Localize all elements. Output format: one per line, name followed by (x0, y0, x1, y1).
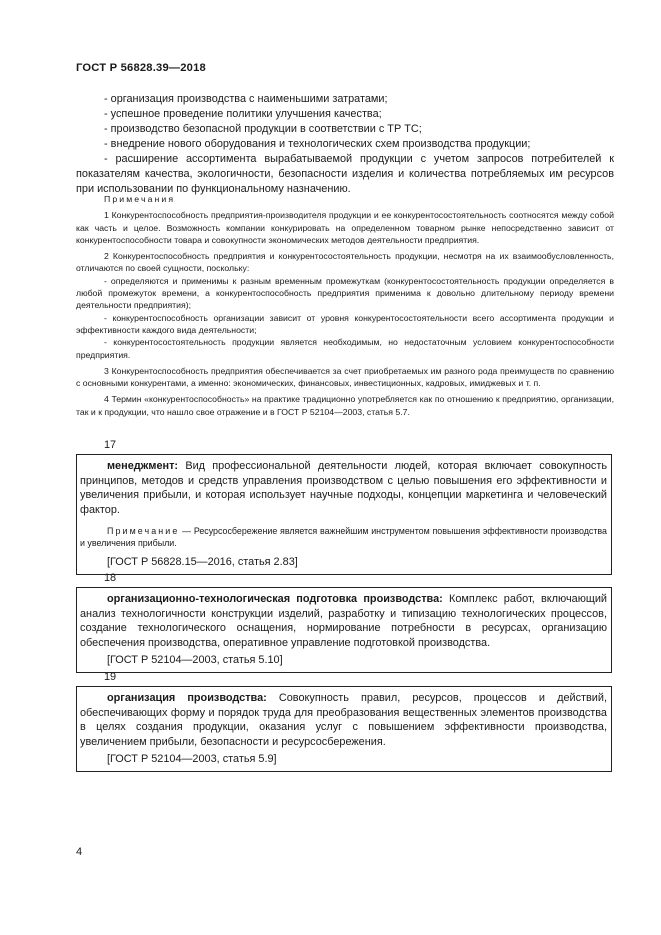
note-4: 4 Термин «конкурентоспособность» на практике традиционно употребляется как по отношению к предприятию, организации, так и к продукции, что нашло свое отражение и в ГОСТ Р 52104—2003, статья 5.7. (76, 394, 614, 417)
note-1: 1 Конкурентоспособность предприятия-производителя продукции и ее конкурентосостоятельность соотносятся между собой как часть и целое. Возможность компании конкурировать на определенном товарном рынке непосредственно зависит от конкурентоспособности товара и совокупности экономических методов деятельности предприятия. (76, 210, 614, 245)
term-note-text: — Ресурсосбережение является важнейшим инструментом повышения эффективности производства и увеличения прибыли. (80, 525, 607, 549)
term-reference: [ГОСТ Р 52104—2003, статья 5.10] (107, 653, 283, 666)
term-note (80, 525, 607, 550)
term-name: менеджмент: (107, 460, 179, 472)
term-text: Комплекс работ, включающий анализ технологичности конструкции изделий, разработку и типизацию технологических процессов, создание технологического оснащения, нормирование потребности в ресурсах, организацию обеспечения производства, оперативное управление подготовкой производства. (80, 593, 607, 650)
term-box-production-organization (76, 686, 612, 772)
note-2-bullet: - определяются и применимы к разным временным промежуткам (конкурентосостоятельность продукции определяется в любой промежуток времени, а конкурентоспособность предприятия применима к довольно длительному периоду времени деятельности предприятия); (76, 275, 614, 311)
notes-title: Примечания (104, 194, 176, 204)
term-definition (80, 592, 607, 651)
list-item: - успешное проведение политики улучшения качества; (104, 108, 382, 120)
note-3: 3 Конкурентоспособность предприятия обеспечивается за счет приобретаемых им разного рода преимуществ по сравнению с основными конкурентами, а именно: экономических, финансовых, инвестиционных, кадровых, имиджевых и т. п. (76, 365, 614, 389)
term-definition (80, 691, 607, 750)
notes-section (76, 193, 614, 418)
term-box-management (76, 454, 612, 575)
list-item: - внедрение нового оборудования и технологических схем производства продукции; (104, 138, 531, 150)
term-text: Вид профессиональной деятельности людей, которая включает совокупность принципов, методов и средств управления производством с целью повышения его эффективности и увеличения прибыли, и которая использует научные подходы, концепции маркетинга и человеческий фактор. (80, 460, 607, 517)
list-item: - расширение ассортимента вырабатываемой продукции с учетом запросов потребителей к показателям качества, экологичности, безопасности изделия и количества потребляемых им ресурсов при использовании по функциональному назначению. (76, 153, 614, 195)
note-2-bullet: - конкурентосостоятельность продукции является необходимым, но недостаточным условием конкурентоспособности предприятия. (76, 337, 614, 360)
term-name: организация производства: (107, 692, 267, 704)
term-number: 18 (104, 572, 117, 584)
term-box-production-preparation (76, 587, 612, 673)
intro-list (76, 92, 614, 197)
page-number: 4 (76, 846, 83, 858)
list-item: - организация производства с наименьшими затратами; (104, 93, 388, 105)
note-2-bullet: - конкурентоспособность организации зависит от уровня конкурентосостоятельности всего ассортимента продукции и эффективности каждого вида деятельности; (76, 312, 614, 335)
term-reference: [ГОСТ Р 52104—2003, статья 5.9] (107, 752, 277, 765)
term-definition (80, 459, 607, 518)
term-reference: [ГОСТ Р 56828.15—2016, статья 2.83] (107, 556, 298, 569)
note-2: 2 Конкурентоспособность предприятия и конкурентосостоятельность продукции, несмотря на их взаимообусловленность, отличаются по своей сущности, поскольку: (76, 251, 614, 274)
term-text: Совокупность правил, ресурсов, процессов и действий, обеспечивающих форму и порядок труда для преобразования вещественных элементов производства в целях создания продукции, оказания услуг с повышением эффективности производства, увеличением прибыли, безопасности и ресурсосбережения. (80, 692, 607, 749)
term-note-label: Примечание (107, 525, 180, 536)
term-number: 19 (104, 671, 117, 683)
document-header: ГОСТ Р 56828.39—2018 (76, 62, 206, 74)
list-item: - производство безопасной продукции в соответствии с ТР ТС; (104, 123, 422, 135)
term-number: 17 (104, 439, 117, 451)
term-name: организационно-технологическая подготовка производства: (107, 593, 443, 605)
